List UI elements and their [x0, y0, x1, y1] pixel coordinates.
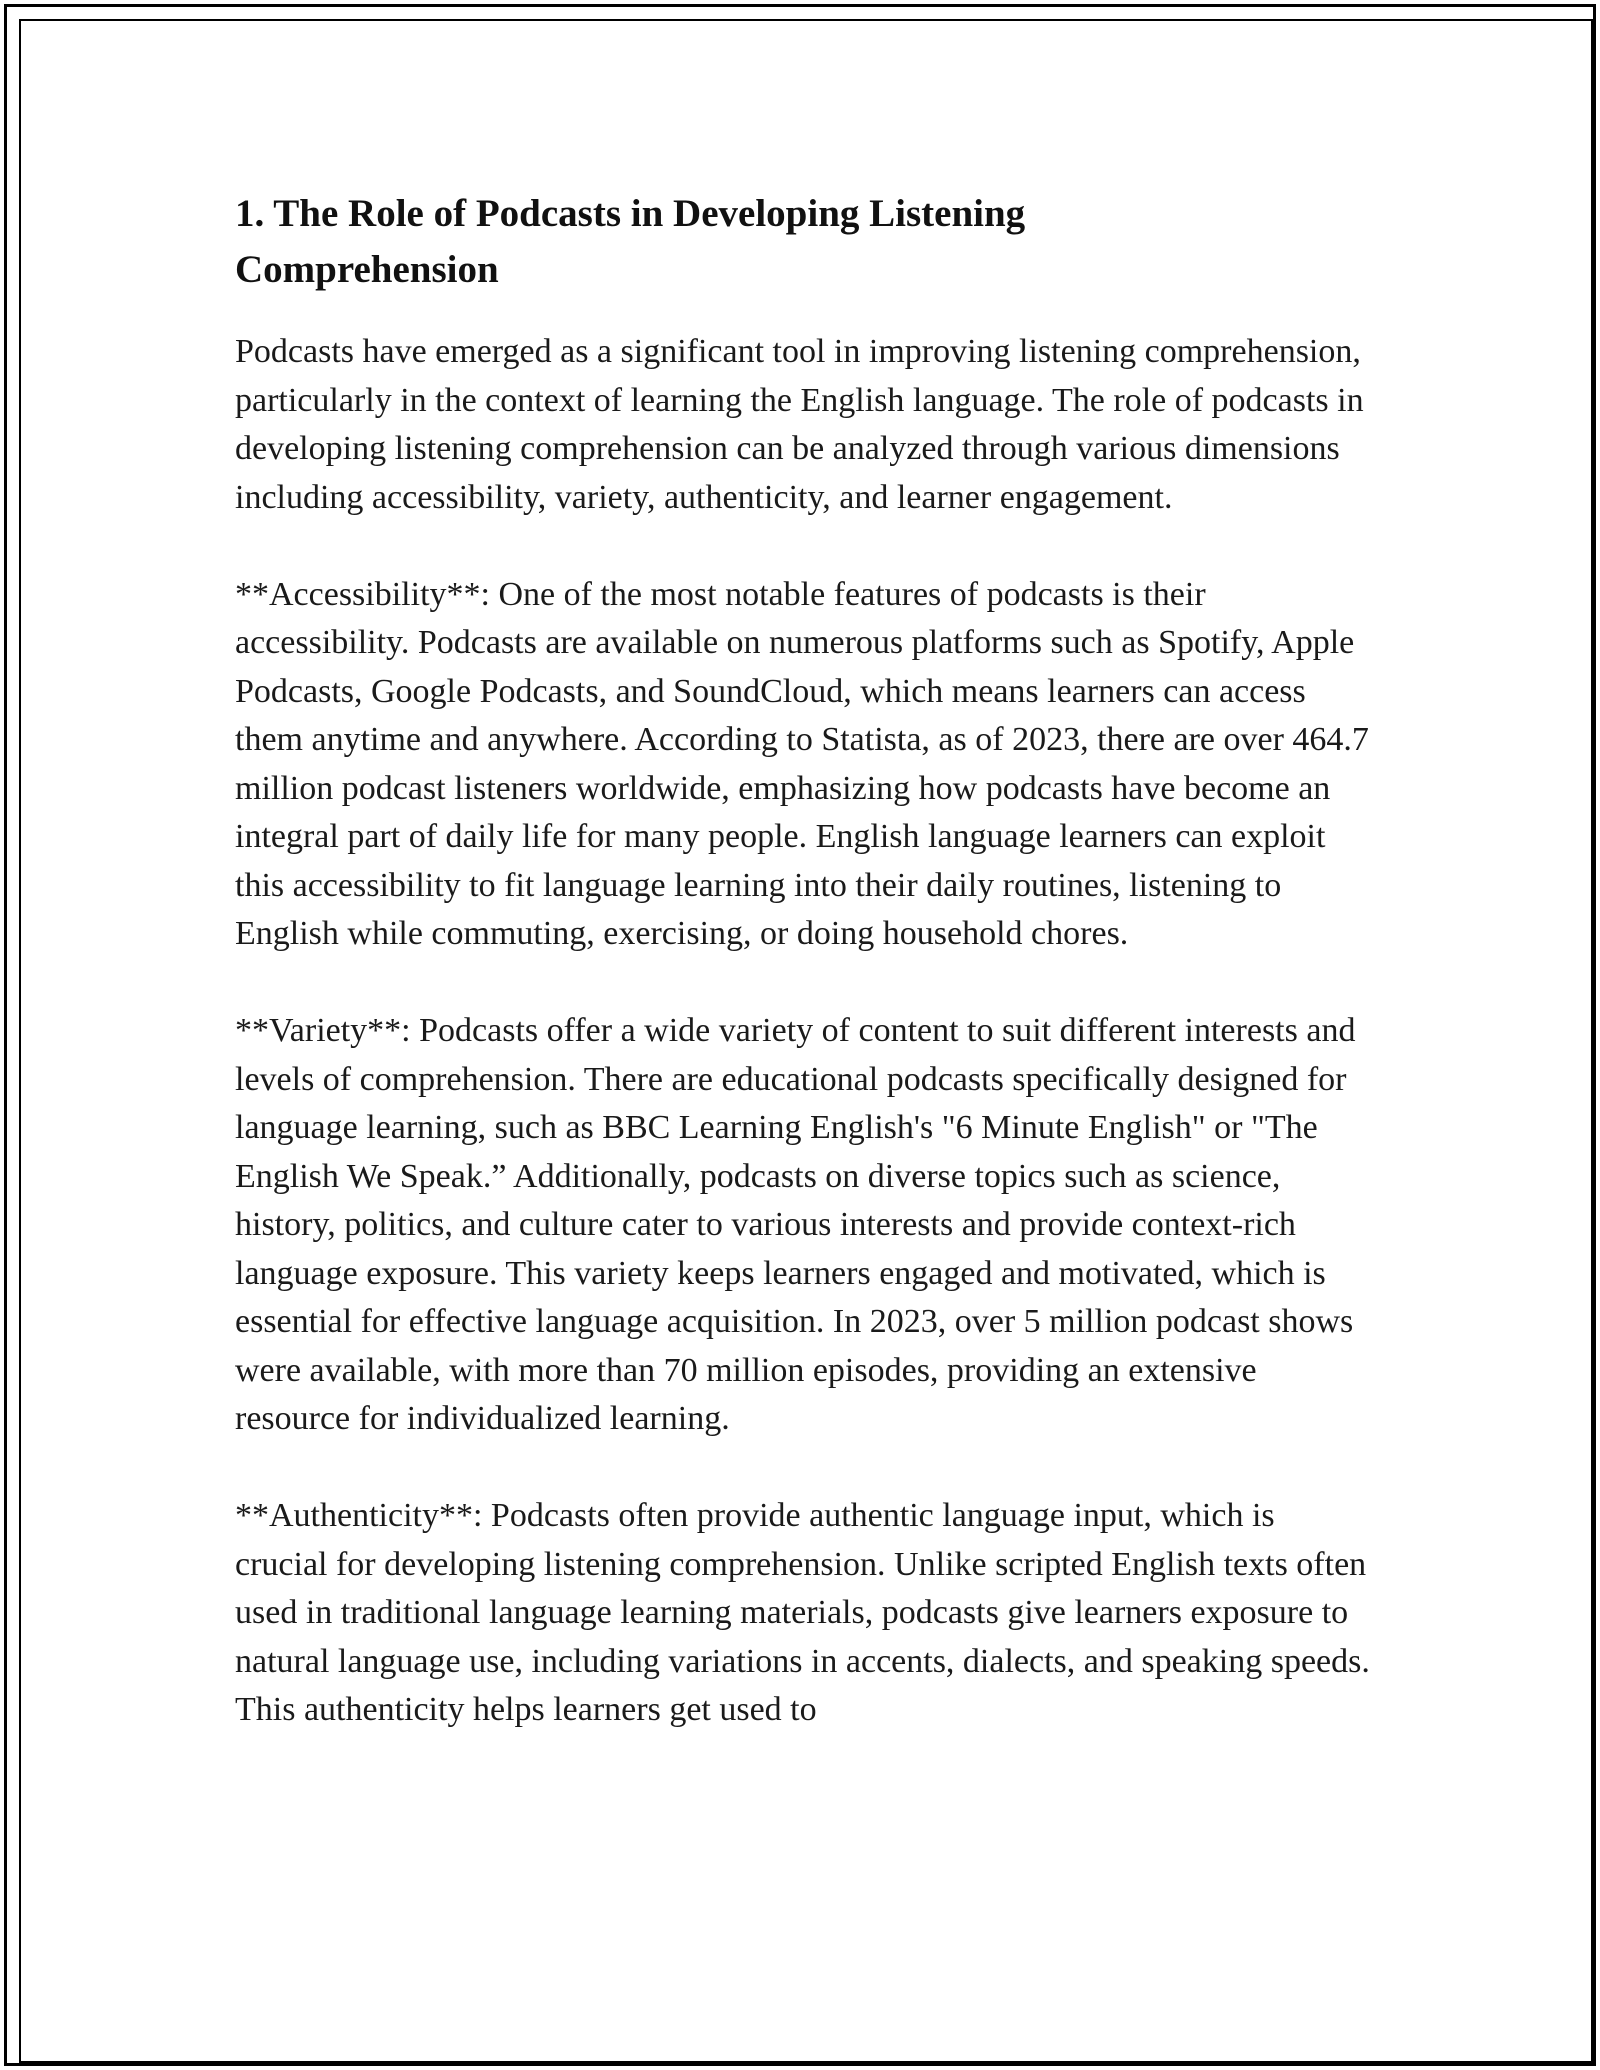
intro-paragraph: Podcasts have emerged as a significant tool in improving listening comprehension, particularly in the context of learning the English language. The role of podcasts in developing listening comprehension can be analyzed through various dimensions including accessibility, variety, authenticity, and learner engagement. — [235, 333, 1364, 516]
authenticity-paragraph: **Authenticity**: Podcasts often provide authentic language input, which is crucial for developing listening comprehension. Unlike scripted English texts often used in traditional language learning materials, podcasts give learners exposure to natural language use, including variations in accents, dialects, and speaking speeds. This authenticity helps learners get used to — [235, 1497, 1370, 1728]
variety-paragraph: **Variety**: Podcasts offer a wide variety of content to suit different interests and levels of comprehension. There are educational podcasts specifically designed for language learning, such as BBC Learning English's "6 Minute English" or "The English We Speak.” Additionally, podcasts on diverse topics such as science, history, politics, and culture cater to various interests and provide context-rich language exposure. This variety keeps learners engaged and motivated, which is essential for effective language acquisition. In 2023, over 5 million podcast shows were available, with more than 70 million episodes, providing an extensive resource for individualized learning. — [235, 1012, 1356, 1437]
accessibility-paragraph: **Accessibility**: One of the most notable features of podcasts is their accessibility. Podcasts are available on numerous platforms such as Spotify, Apple Podcasts, Google Podcasts, and SoundCloud, which means learners can access them anytime and anywhere. According to Statista, as of 2023, there are over 464.7 million podcast listeners worldwide, emphasizing how podcasts have become an integral part of daily life for many people. English language learners can exploit this accessibility to fit language learning into their daily routines, listening to English while commuting, exercising, or doing household chores. — [235, 575, 1369, 952]
section-heading: 1. The Role of Podcasts in Developing Listening Comprehension — [235, 192, 1026, 291]
document-body — [235, 186, 1375, 1783]
